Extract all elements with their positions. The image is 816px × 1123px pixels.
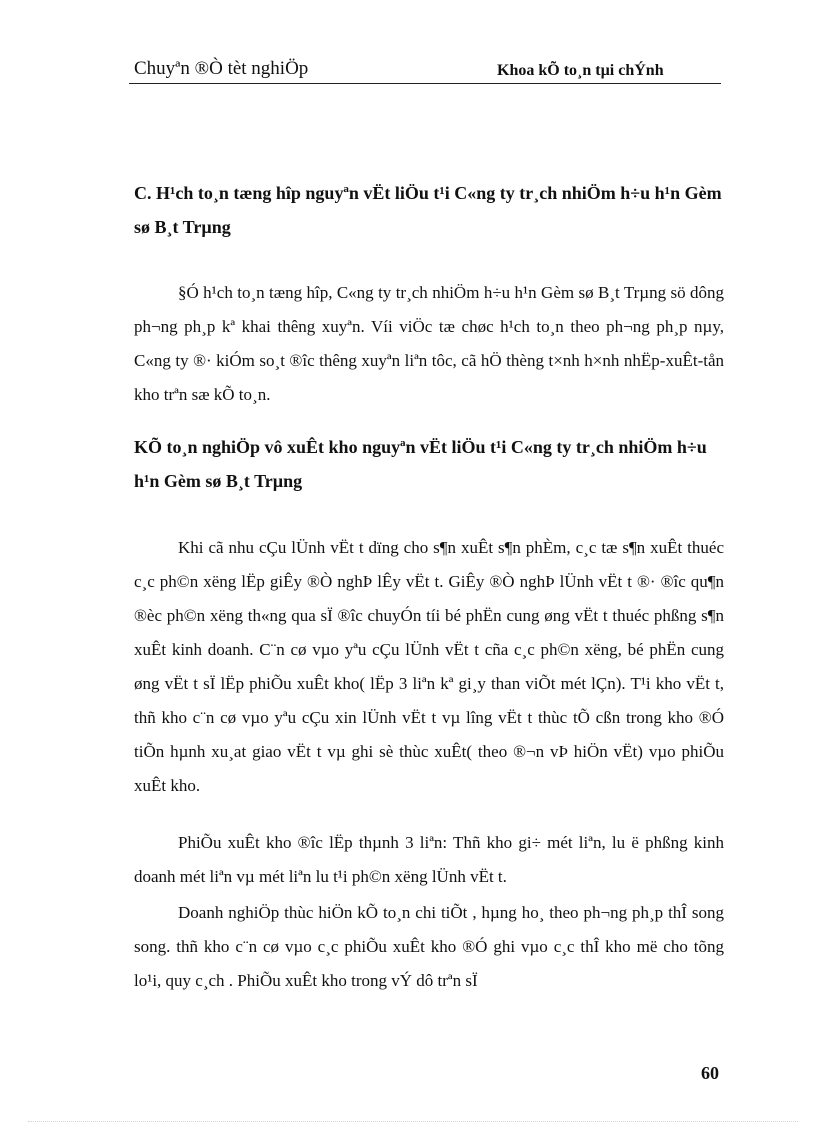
body-paragraph-3: PhiÕu xuÊt kho ®îc lËp thµnh 3 liªn: Thñ kho gi÷ mét liªn, lu ë phßng kinh doanh mét liªn vµ mét liªn lu t¹i ph©n xëng lÜnh vËt t. (134, 833, 724, 886)
section-c-heading: C. H¹ch to¸n tæng hîp nguyªn vËt liÖu t¹i C«ng ty tr¸ch nhiÖm h÷u h¹n Gèm sø B¸t Trµng (134, 183, 722, 237)
bottom-dotted-divider (28, 1121, 798, 1122)
body-paragraph-1: §Ó h¹ch to¸n tæng hîp, C«ng ty tr¸ch nhiÖm h÷u h¹n Gèm sø B¸t Trµng sö dông ph¬ng ph¸p kª khai thêng xuyªn. Víi viÖc tæ chøc h¹ch to¸n theo ph¬ng ph¸p nµy, C«ng ty ®· kiÓm so¸t ®îc thêng xuyªn liªn tôc, cã hÖ thèng t×nh h×nh nhËp-xuÊt-tån kho trªn sæ kÕ to¸n. (134, 283, 724, 404)
page-number: 60 (701, 1063, 719, 1083)
section-k-heading: KÕ to¸n nghiÖp vô xuÊt kho nguyªn vËt liÖu t¹i C«ng ty tr¸ch nhiÖm h÷u h¹n Gèm sø B¸t Trµng (134, 437, 707, 491)
header-left-title: Chuyªn ®Ò tèt nghiÖp (134, 58, 309, 79)
body-paragraph-2: Khi cã nhu cÇu lÜnh vËt t dïng cho s¶n xuÊt s¶n phÈm, c¸c tæ s¶n xuÊt thuéc c¸c ph©n xëng lËp giÊy ®Ò nghÞ lÊy vËt t. GiÊy ®Ò nghÞ lÜnh vËt t ®· ®îc qu¶n ®èc ph©n xëng th«ng qua sÏ ®îc chuyÓn tíi bé phËn cung øng vËt t thuéc phßng s¶n xuÊt kinh doanh. C¨n cø vµo yªu cÇu lÜnh vËt t cña c¸c ph©n xëng, bé phËn cung øng vËt t sÏ lËp phiÕu xuÊt kho( lËp 3 liªn kª gi¸y than viÕt mét lÇn). T¹i kho vËt t, thñ kho c¨n cø vµo yªu cÇu xin lÜnh vËt t vµ lîng vËt t thùc tÕ cßn trong kho ®Ó tiÕn hµnh xu¸at giao vËt t vµ ghi sè thùc xuÊt( theo ®¬n vÞ hiÖn vËt) vµo phiÕu xuÊt kho. (134, 538, 724, 795)
body-paragraph-4: Doanh nghiÖp thùc hiÖn kÕ to¸n chi tiÕt , hµng ho¸ theo ph¬ng ph¸p thÎ song song. thñ kho c¨n cø vµo c¸c phiÕu xuÊt kho ®Ó ghi vµo c¸c thÎ kho më cho tõng lo¹i, quy c¸ch . PhiÕu xuÊt kho trong vÝ dô trªn sÏ (134, 903, 724, 990)
header-divider (129, 83, 721, 84)
header-right-title: Khoa kÕ to¸n tµi chÝnh (497, 62, 664, 79)
